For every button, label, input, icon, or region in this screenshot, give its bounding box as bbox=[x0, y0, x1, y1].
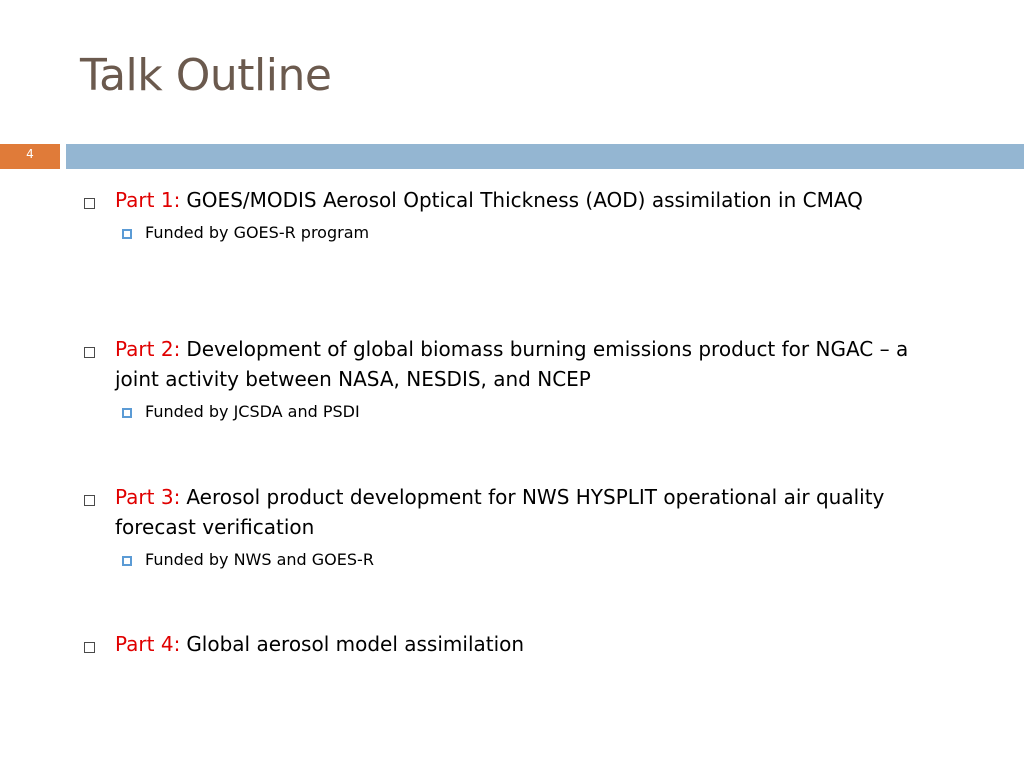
filled-square-bullet-icon bbox=[122, 556, 132, 566]
part-description: GOES/MODIS Aerosol Optical Thickness (AOD) assimilation in CMAQ bbox=[186, 188, 863, 212]
part-label: Part 2: bbox=[115, 337, 181, 361]
outline-item-text bbox=[115, 482, 940, 542]
funding-note: Funded by JCSDA and PSDI bbox=[145, 402, 360, 421]
title-rule-bar bbox=[66, 144, 1024, 169]
outline-subitem bbox=[122, 548, 940, 572]
outline-item-text bbox=[115, 334, 940, 394]
filled-square-bullet-icon bbox=[122, 408, 132, 418]
outline-item-part-1 bbox=[80, 185, 940, 245]
part-label: Part 4: bbox=[115, 632, 181, 656]
square-bullet-icon bbox=[84, 347, 95, 358]
outline-subitem bbox=[122, 400, 940, 424]
square-bullet-icon bbox=[84, 495, 95, 506]
outline-item-part-3 bbox=[80, 482, 940, 572]
square-bullet-icon bbox=[84, 198, 95, 209]
part-description: Aerosol product development for NWS HYSPLIT operational air quality forecast verification bbox=[115, 485, 885, 539]
part-label: Part 3: bbox=[115, 485, 181, 509]
part-description: Development of global biomass burning emissions product for NGAC – a joint activity between NASA, NESDIS, and NCEP bbox=[115, 337, 909, 391]
square-bullet-icon bbox=[84, 642, 95, 653]
outline-subitem bbox=[122, 221, 940, 245]
part-label: Part 1: bbox=[115, 188, 181, 212]
funding-note: Funded by GOES-R program bbox=[145, 223, 370, 242]
funding-note: Funded by NWS and GOES-R bbox=[145, 550, 374, 569]
outline-item-text bbox=[115, 185, 863, 215]
slide-title: Talk Outline bbox=[80, 50, 332, 101]
filled-square-bullet-icon bbox=[122, 229, 132, 239]
slide-number-badge: 4 bbox=[0, 144, 60, 169]
outline-item-part-4 bbox=[80, 629, 940, 659]
part-description: Global aerosol model assimilation bbox=[186, 632, 525, 656]
outline-item-text bbox=[115, 629, 524, 659]
outline-item-part-2 bbox=[80, 334, 940, 424]
